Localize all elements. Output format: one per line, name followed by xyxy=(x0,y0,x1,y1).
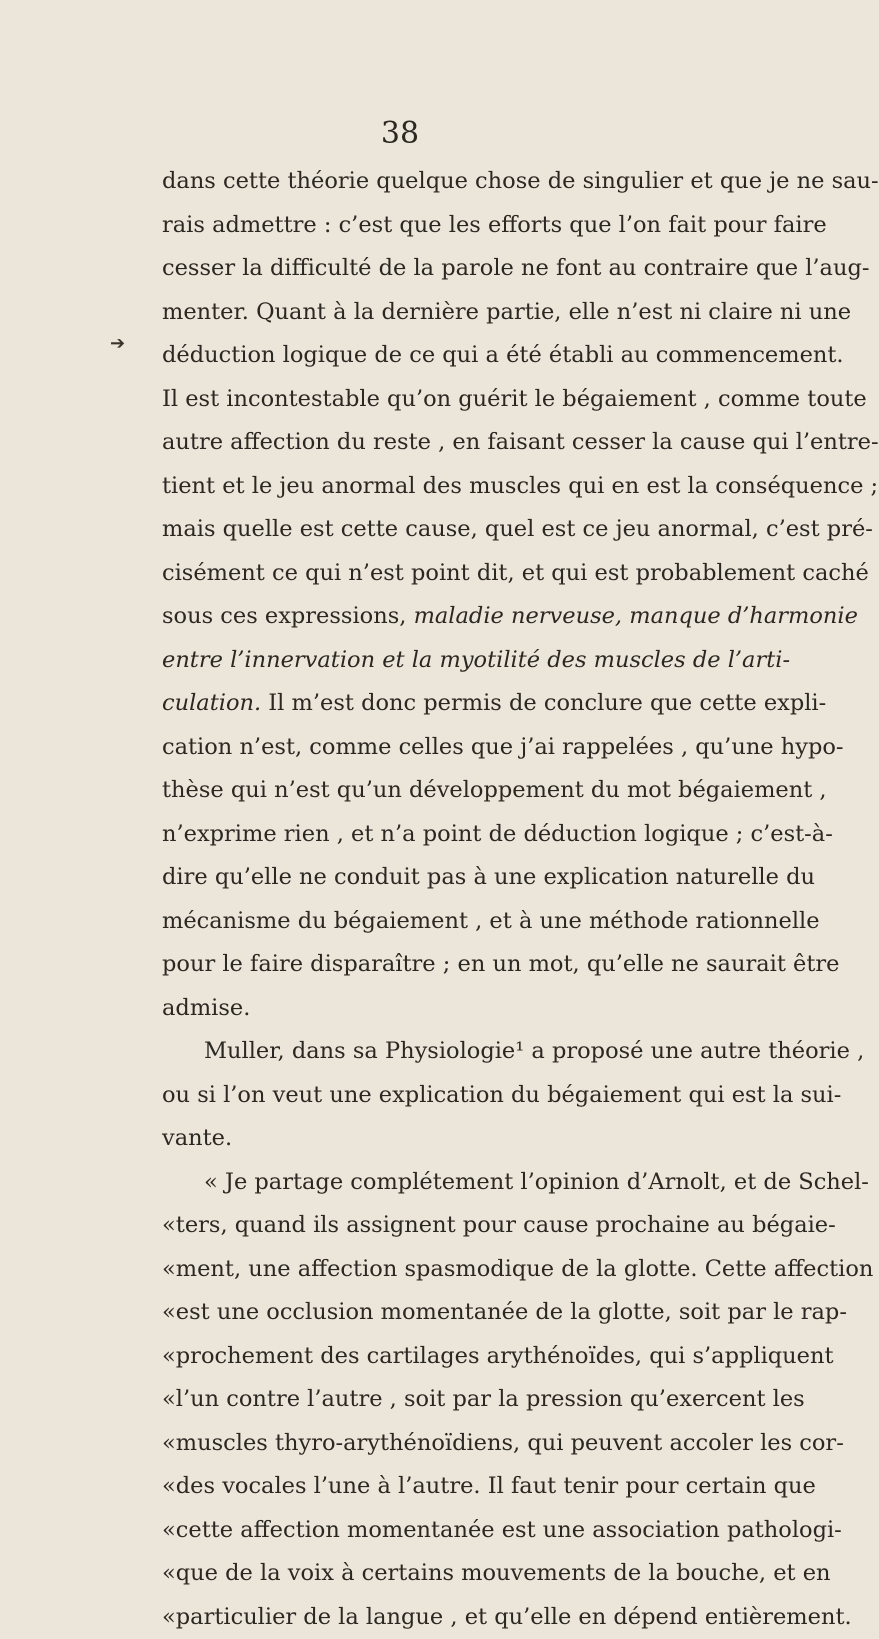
text-line: dans cette théorie quelque chose de singulier et que je ne sau- xyxy=(162,160,740,204)
text-line xyxy=(162,1465,740,1509)
text-line: Il est incontestable qu’on guérit le bégaiement , comme toute xyxy=(162,378,740,422)
quote-mark: « xyxy=(162,1596,176,1639)
text-line: dire qu’elle ne conduit pas à une explication naturelle du xyxy=(162,856,740,900)
text-line xyxy=(162,1552,740,1596)
text-line: cesser la difficulté de la parole ne font au contraire que l’aug- xyxy=(162,247,740,291)
line-text: des vocales l’une à l’autre. Il faut tenir pour certain que xyxy=(176,1465,816,1509)
page-number: 38 xyxy=(0,116,800,152)
line-text: muscles thyro-arythénoïdiens, qui peuvent accoler les cor- xyxy=(176,1422,844,1466)
text-line: sous ces expressions, maladie nerveuse, manque d’harmonie xyxy=(162,595,740,639)
text-line: déduction logique de ce qui a été établi au commencement. xyxy=(162,334,740,378)
text-line: vante. xyxy=(162,1117,740,1161)
quote-mark: « xyxy=(162,1335,176,1379)
text-line: pour le faire disparaître ; en un mot, qu’elle ne saurait être xyxy=(162,943,740,987)
text-line xyxy=(162,1335,740,1379)
text-line xyxy=(162,1204,740,1248)
italic-text: culation. xyxy=(162,690,261,716)
body-text xyxy=(162,160,740,1639)
italic-text: entre l’innervation et la myotilité des muscles de l’arti- xyxy=(162,647,790,673)
text-line: cisément ce qui n’est point dit, et qui est probablement caché xyxy=(162,552,740,596)
text-line: admise. xyxy=(162,987,740,1031)
quote-mark: « xyxy=(162,1509,176,1553)
margin-arrow-icon: ➔ xyxy=(110,333,125,354)
text-line: tient et le jeu anormal des muscles qui en est la conséquence ; xyxy=(162,465,740,509)
text-line: thèse qui n’est qu’un développement du mot bégaiement , xyxy=(162,769,740,813)
italic-text: maladie nerveuse, manque d’harmonie xyxy=(414,603,858,629)
text-line: « Je partage complétement l’opinion d’Arnolt, et de Schel- xyxy=(162,1161,740,1205)
line-text: que de la voix à certains mouvements de la bouche, et en xyxy=(176,1552,831,1596)
text-line: mais quelle est cette cause, quel est ce jeu anormal, c’est pré- xyxy=(162,508,740,552)
text-line: menter. Quant à la dernière partie, elle n’est ni claire ni une xyxy=(162,291,740,335)
line-text: ment, une affection spasmodique de la glotte. Cette affection xyxy=(176,1248,874,1292)
line-text: est une occlusion momentanée de la glotte, soit par le rap- xyxy=(176,1291,847,1335)
quote-mark: « xyxy=(162,1291,176,1335)
text-line: autre affection du reste , en faisant cesser la cause qui l’entre- xyxy=(162,421,740,465)
text-line: culation. Il m’est donc permis de conclure que cette expli- xyxy=(162,682,740,726)
text-line: rais admettre : c’est que les efforts que l’on fait pour faire xyxy=(162,204,740,248)
text-line: n’exprime rien , et n’a point de déduction logique ; c’est-à- xyxy=(162,813,740,857)
line-text: l’un contre l’autre , soit par la pression qu’exercent les xyxy=(176,1378,805,1422)
text-line xyxy=(162,1422,740,1466)
quote-mark: « xyxy=(162,1552,176,1596)
text-line xyxy=(162,639,740,683)
line-text: cette affection momentanée est une association pathologi- xyxy=(176,1509,842,1553)
text-line xyxy=(162,1509,740,1553)
quote-mark: « xyxy=(162,1248,176,1292)
text-line xyxy=(162,1378,740,1422)
quote-mark: « xyxy=(162,1378,176,1422)
line-text: ters, quand ils assignent pour cause prochaine au bégaie- xyxy=(176,1204,836,1248)
text-line: Muller, dans sa Physiologie¹ a proposé une autre théorie , xyxy=(162,1030,740,1074)
quote-mark: « xyxy=(162,1204,176,1248)
text-line xyxy=(162,1248,740,1292)
text-line: cation n’est, comme celles que j’ai rappelées , qu’une hypo- xyxy=(162,726,740,770)
line-text: particulier de la langue , et qu’elle en dépend entièrement. xyxy=(176,1596,852,1639)
text-line: mécanisme du bégaiement , et à une méthode rationnelle xyxy=(162,900,740,944)
quote-mark: « xyxy=(162,1465,176,1509)
text-line xyxy=(162,1291,740,1335)
quote-mark: « xyxy=(162,1422,176,1466)
text-line xyxy=(162,1596,740,1639)
line-text: prochement des cartilages arythénoïdes, qui s’appliquent xyxy=(176,1335,834,1379)
text-line: ou si l’on veut une explication du bégaiement qui est la sui- xyxy=(162,1074,740,1118)
